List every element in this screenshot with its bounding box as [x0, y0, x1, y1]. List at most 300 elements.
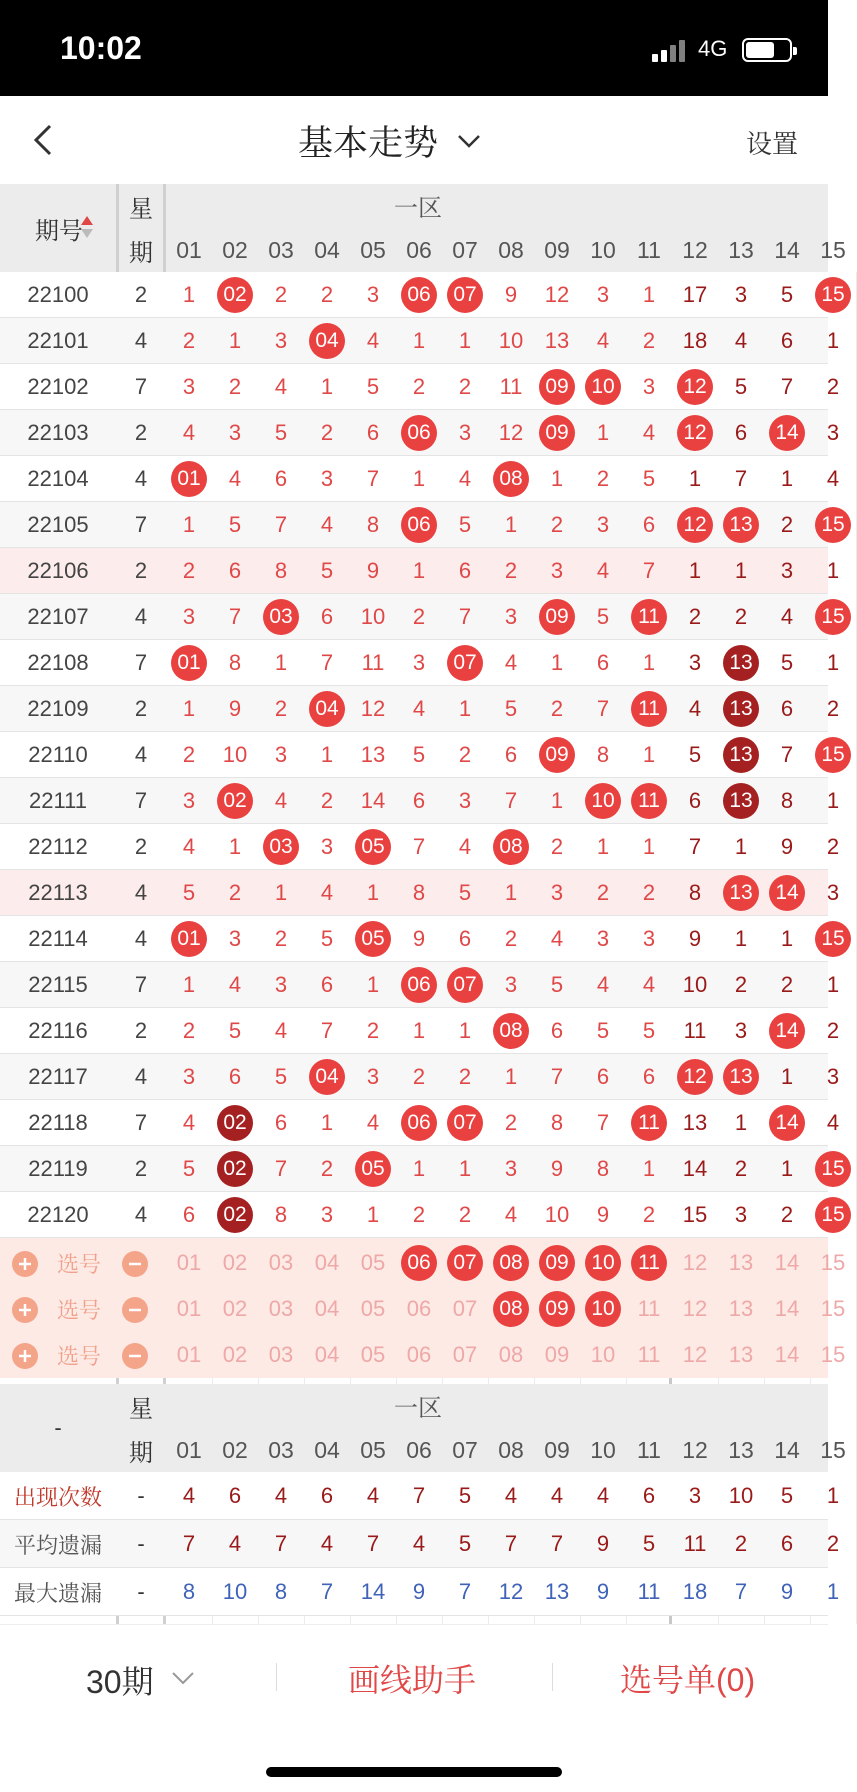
number-ball[interactable]: 15: [815, 277, 851, 313]
selector-number[interactable]: 06: [406, 1296, 432, 1321]
stats-value: 6: [320, 1483, 334, 1508]
number-ball[interactable]: 02: [217, 277, 253, 313]
miss-count: 7: [642, 558, 656, 583]
selector-number[interactable]: 04: [314, 1250, 340, 1275]
issue-number: 22101: [27, 328, 89, 353]
number-ball[interactable]: 08: [493, 461, 529, 497]
number-ball[interactable]: 04: [309, 1059, 345, 1095]
draw-helper-button[interactable]: 画线助手: [348, 1662, 477, 1698]
miss-count: 1: [412, 558, 426, 583]
number-ball[interactable]: 08: [493, 829, 529, 865]
selected-ball[interactable]: 10: [585, 1245, 621, 1281]
miss-count: 7: [366, 466, 380, 491]
number-ball[interactable]: 13: [723, 783, 759, 819]
number-ball[interactable]: 13: [723, 875, 759, 911]
number-ball[interactable]: 13: [723, 691, 759, 727]
number-ball[interactable]: 08: [493, 1013, 529, 1049]
miss-count: 11: [361, 650, 385, 675]
weekday: 7: [134, 788, 148, 813]
miss-count: 7: [734, 466, 748, 491]
stats-value: 10: [222, 1579, 248, 1604]
issue-number: 22120: [27, 1202, 89, 1227]
miss-count: 3: [826, 420, 840, 445]
stats-value: 4: [274, 1483, 288, 1508]
number-ball[interactable]: 14: [769, 1105, 805, 1141]
miss-count: 7: [458, 604, 472, 629]
selector-number[interactable]: 01: [176, 1250, 202, 1275]
issue-number: 22108: [27, 650, 89, 675]
minus-icon[interactable]: [122, 1297, 148, 1323]
issue-number: 22118: [28, 1110, 88, 1135]
miss-count: 1: [228, 328, 242, 353]
miss-count: 3: [274, 328, 288, 353]
miss-count: 2: [274, 282, 288, 307]
miss-count: 2: [826, 696, 840, 721]
miss-count: 3: [550, 880, 564, 905]
miss-count: 4: [228, 972, 242, 997]
stats-value: 9: [596, 1579, 610, 1604]
selector-number[interactable]: 08: [498, 1342, 524, 1367]
miss-count: 2: [182, 742, 196, 767]
miss-count: 2: [734, 604, 748, 629]
stats-dash: -: [137, 1579, 145, 1604]
miss-count: 2: [320, 1156, 334, 1181]
miss-count: 7: [320, 1018, 334, 1043]
miss-count: 2: [826, 374, 840, 399]
miss-count: 3: [182, 1064, 196, 1089]
weekday: 4: [134, 926, 148, 951]
number-ball[interactable]: 04: [309, 691, 345, 727]
selected-ball[interactable]: 10: [585, 1291, 621, 1327]
plus-icon[interactable]: [12, 1251, 38, 1277]
signal-icon: [652, 40, 690, 62]
miss-count: 7: [274, 512, 288, 537]
weekday-header: 星: [129, 1395, 153, 1423]
selector-label[interactable]: 选号: [56, 1251, 101, 1277]
selector-number[interactable]: 06: [406, 1342, 432, 1367]
selector-number[interactable]: 11: [637, 1342, 661, 1367]
number-ball[interactable]: 06: [401, 415, 437, 451]
number-ball[interactable]: 05: [355, 829, 391, 865]
stats-value: 4: [320, 1531, 334, 1556]
miss-count: 3: [320, 834, 334, 859]
miss-count: 2: [826, 1018, 840, 1043]
miss-count: 2: [412, 1064, 426, 1089]
selector-number[interactable]: 01: [176, 1342, 202, 1367]
miss-count: 3: [366, 282, 380, 307]
miss-count: 9: [228, 696, 242, 721]
number-ball[interactable]: 11: [631, 599, 667, 635]
number-ball[interactable]: 14: [769, 875, 805, 911]
trend-grid: [0, 184, 846, 1624]
miss-count: 9: [550, 1156, 564, 1181]
issue-number: 22102: [27, 374, 89, 399]
selected-ball[interactable]: 09: [539, 1245, 575, 1281]
stats-dash: -: [54, 1415, 62, 1440]
column-header: 15: [820, 236, 846, 263]
selector-number[interactable]: 12: [682, 1296, 708, 1321]
miss-count: 2: [412, 1202, 426, 1227]
stats-value: 8: [182, 1579, 196, 1604]
number-ball[interactable]: 09: [539, 599, 575, 635]
stats-value: 11: [683, 1531, 707, 1556]
number-ball[interactable]: 10: [585, 369, 621, 405]
stats-value: 2: [734, 1531, 748, 1556]
miss-count: 12: [544, 282, 570, 307]
miss-count: 1: [274, 880, 288, 905]
stats-value: 7: [412, 1483, 426, 1508]
weekday: 7: [134, 650, 148, 675]
column-header: 11: [637, 1436, 661, 1463]
number-ball[interactable]: 02: [217, 1197, 253, 1233]
selector-number[interactable]: 03: [268, 1296, 294, 1321]
miss-count: 6: [504, 742, 518, 767]
miss-count: 1: [320, 374, 334, 399]
miss-count: 1: [642, 834, 656, 859]
number-ball[interactable]: 12: [677, 369, 713, 405]
miss-count: 2: [550, 834, 564, 859]
selector-number[interactable]: 15: [820, 1296, 846, 1321]
miss-count: 1: [320, 1110, 334, 1135]
number-ball[interactable]: 09: [539, 415, 575, 451]
chevron-down-icon[interactable]: [170, 1665, 196, 1691]
miss-count: 6: [458, 558, 472, 583]
miss-count: 5: [274, 1064, 288, 1089]
number-ball[interactable]: 12: [677, 507, 713, 543]
stats-value: 4: [550, 1483, 564, 1508]
number-ball[interactable]: 15: [815, 737, 851, 773]
miss-count: 1: [458, 328, 472, 353]
column-header: 03: [268, 236, 294, 263]
selector-number[interactable]: 02: [222, 1296, 248, 1321]
miss-count: 4: [642, 420, 656, 445]
number-ball[interactable]: 03: [263, 829, 299, 865]
number-ball[interactable]: 06: [401, 967, 437, 1003]
miss-count: 3: [826, 1064, 840, 1089]
miss-count: 2: [228, 880, 242, 905]
stats-value: 4: [504, 1483, 518, 1508]
stats-value: 5: [642, 1531, 656, 1556]
miss-count: 8: [688, 880, 702, 905]
number-ball[interactable]: 11: [631, 1105, 667, 1141]
stats-value: 10: [728, 1483, 754, 1508]
miss-count: 4: [734, 328, 748, 353]
number-ball[interactable]: 14: [769, 1013, 805, 1049]
number-ball[interactable]: 03: [263, 599, 299, 635]
selector-number[interactable]: 03: [268, 1250, 294, 1275]
issue-header[interactable]: 期号: [35, 217, 83, 245]
miss-count: 2: [826, 834, 840, 859]
number-ball[interactable]: 09: [539, 369, 575, 405]
pick-list-button[interactable]: 选号单(0): [620, 1662, 756, 1698]
miss-count: 7: [412, 834, 426, 859]
selector-label[interactable]: 选号: [56, 1343, 101, 1369]
weekday: 2: [134, 282, 148, 307]
selector-number[interactable]: 03: [268, 1342, 294, 1367]
miss-count: 3: [182, 374, 196, 399]
plus-icon[interactable]: [12, 1343, 38, 1369]
miss-count: 1: [504, 880, 518, 905]
selector-number[interactable]: 05: [360, 1296, 386, 1321]
weekday: 4: [134, 604, 148, 629]
column-header: 10: [590, 236, 616, 263]
column-header: 02: [222, 236, 248, 263]
miss-count: 1: [826, 972, 840, 997]
selector-label[interactable]: 选号: [56, 1297, 101, 1323]
selector-number[interactable]: 09: [544, 1342, 570, 1367]
selector-number[interactable]: 13: [728, 1342, 754, 1367]
weekday: 4: [134, 880, 148, 905]
miss-count: 6: [734, 420, 748, 445]
miss-count: 3: [734, 1202, 748, 1227]
stats-dash: -: [137, 1531, 145, 1556]
number-ball[interactable]: 12: [677, 415, 713, 451]
period-selector[interactable]: 30期: [86, 1664, 154, 1700]
number-ball[interactable]: 07: [447, 1105, 483, 1141]
miss-count: 8: [366, 512, 380, 537]
selector-number[interactable]: 04: [314, 1342, 340, 1367]
page-title[interactable]: 基本走势: [298, 124, 439, 163]
miss-count: 5: [688, 742, 702, 767]
miss-count: 8: [274, 558, 288, 583]
number-ball[interactable]: 12: [677, 1059, 713, 1095]
miss-count: 14: [360, 788, 386, 813]
stats-value: 4: [366, 1483, 380, 1508]
miss-count: 3: [596, 282, 610, 307]
minus-icon[interactable]: [122, 1251, 148, 1277]
miss-count: 4: [182, 420, 196, 445]
miss-count: 7: [504, 788, 518, 813]
miss-count: 1: [642, 742, 656, 767]
number-ball[interactable]: 15: [815, 599, 851, 635]
number-ball[interactable]: 05: [355, 921, 391, 957]
number-ball[interactable]: 07: [447, 967, 483, 1003]
selector-number[interactable]: 13: [728, 1296, 754, 1321]
selector-number[interactable]: 07: [452, 1342, 478, 1367]
number-ball[interactable]: 13: [723, 645, 759, 681]
miss-count: 5: [550, 972, 564, 997]
miss-count: 6: [688, 788, 702, 813]
miss-count: 3: [550, 558, 564, 583]
miss-count: 3: [274, 742, 288, 767]
divider: [276, 1663, 277, 1691]
stats-value: 6: [642, 1483, 656, 1508]
weekday: 2: [134, 834, 148, 859]
miss-count: 2: [688, 604, 702, 629]
selector-number[interactable]: 05: [360, 1342, 386, 1367]
miss-count: 1: [366, 972, 380, 997]
column-header: 09: [544, 236, 570, 263]
number-ball[interactable]: 11: [631, 783, 667, 819]
number-ball[interactable]: 06: [401, 507, 437, 543]
number-ball[interactable]: 06: [401, 277, 437, 313]
miss-count: 2: [780, 1202, 794, 1227]
number-ball[interactable]: 15: [815, 921, 851, 957]
column-header: 01: [176, 1436, 202, 1463]
column-header: 15: [820, 1436, 846, 1463]
miss-count: 12: [360, 696, 386, 721]
selector-number[interactable]: 12: [682, 1250, 708, 1275]
miss-count: 1: [274, 650, 288, 675]
miss-count: 2: [320, 788, 334, 813]
weekday: 2: [134, 1018, 148, 1043]
number-ball[interactable]: 15: [815, 1151, 851, 1187]
selector-number[interactable]: 14: [774, 1342, 800, 1367]
miss-count: 7: [274, 1156, 288, 1181]
miss-count: 2: [504, 1110, 518, 1135]
number-ball[interactable]: 13: [723, 507, 759, 543]
number-ball[interactable]: 11: [631, 691, 667, 727]
selected-ball[interactable]: 08: [493, 1245, 529, 1281]
issue-number: 22114: [28, 926, 88, 951]
miss-count: 5: [780, 650, 794, 675]
status-bar: [0, 0, 828, 96]
number-ball[interactable]: 13: [723, 1059, 759, 1095]
miss-count: 6: [182, 1202, 196, 1227]
chevron-down-icon[interactable]: [456, 128, 482, 154]
selector-number[interactable]: 10: [590, 1342, 616, 1367]
number-ball[interactable]: 14: [769, 415, 805, 451]
miss-count: 6: [596, 650, 610, 675]
miss-count: 7: [780, 374, 794, 399]
miss-count: 13: [682, 1110, 708, 1135]
number-ball[interactable]: 10: [585, 783, 621, 819]
column-header: 07: [452, 236, 478, 263]
miss-count: 4: [504, 650, 518, 675]
selector-number[interactable]: 15: [820, 1250, 846, 1275]
minus-icon[interactable]: [122, 1343, 148, 1369]
selector-number[interactable]: 14: [774, 1250, 800, 1275]
stats-dash: -: [137, 1483, 145, 1508]
issue-number: 22109: [27, 696, 89, 721]
selector-number[interactable]: 11: [637, 1296, 661, 1321]
weekday-header: 期: [129, 239, 153, 267]
column-header: 14: [774, 1436, 800, 1463]
miss-count: 5: [228, 512, 242, 537]
back-chevron-icon[interactable]: [26, 120, 66, 160]
miss-count: 1: [688, 558, 702, 583]
miss-count: 10: [682, 972, 708, 997]
miss-count: 1: [596, 834, 610, 859]
weekday: 4: [134, 328, 148, 353]
selector-number[interactable]: 12: [682, 1342, 708, 1367]
issue-number: 22111: [29, 788, 87, 813]
number-ball[interactable]: 15: [815, 1197, 851, 1233]
divider: [552, 1663, 553, 1691]
miss-count: 5: [458, 880, 472, 905]
number-ball[interactable]: 02: [217, 1105, 253, 1141]
miss-count: 3: [734, 282, 748, 307]
selected-ball[interactable]: 11: [631, 1245, 667, 1281]
miss-count: 1: [228, 834, 242, 859]
selected-ball[interactable]: 06: [401, 1245, 437, 1281]
number-ball[interactable]: 04: [309, 323, 345, 359]
number-ball[interactable]: 06: [401, 1105, 437, 1141]
settings-button[interactable]: 设置: [746, 129, 799, 159]
stats-value: 1: [826, 1483, 840, 1508]
number-ball[interactable]: 07: [447, 645, 483, 681]
weekday-header: 星: [129, 195, 153, 223]
number-ball[interactable]: 07: [447, 277, 483, 313]
weekday: 2: [134, 696, 148, 721]
miss-count: 1: [412, 1156, 426, 1181]
number-ball[interactable]: 13: [723, 737, 759, 773]
miss-count: 8: [228, 650, 242, 675]
miss-count: 5: [642, 466, 656, 491]
miss-count: 4: [596, 328, 610, 353]
stats-value: 2: [826, 1531, 840, 1556]
number-ball[interactable]: 01: [171, 645, 207, 681]
miss-count: 2: [182, 328, 196, 353]
stats-value: 9: [596, 1531, 610, 1556]
miss-count: 1: [780, 1156, 794, 1181]
miss-count: 2: [504, 926, 518, 951]
nav-bar: [0, 96, 828, 184]
miss-count: 2: [550, 696, 564, 721]
sort-arrows-icon[interactable]: [80, 214, 94, 240]
selector-number[interactable]: 04: [314, 1296, 340, 1321]
selector-number[interactable]: 14: [774, 1296, 800, 1321]
miss-count: 1: [550, 788, 564, 813]
issue-number: 22112: [28, 834, 88, 859]
miss-count: 1: [182, 512, 196, 537]
miss-count: 1: [642, 650, 656, 675]
miss-count: 4: [826, 466, 840, 491]
selector-number[interactable]: 02: [222, 1250, 248, 1275]
selector-number[interactable]: 13: [728, 1250, 754, 1275]
number-ball[interactable]: 09: [539, 737, 575, 773]
stats-value: 4: [228, 1531, 242, 1556]
miss-count: 3: [734, 1018, 748, 1043]
number-ball[interactable]: 01: [171, 461, 207, 497]
miss-count: 5: [182, 880, 196, 905]
number-ball[interactable]: 05: [355, 1151, 391, 1187]
column-header: 10: [590, 1436, 616, 1463]
miss-count: 1: [182, 972, 196, 997]
stats-value: 7: [366, 1531, 380, 1556]
miss-count: 9: [596, 1202, 610, 1227]
selected-ball[interactable]: 07: [447, 1245, 483, 1281]
miss-count: 6: [780, 328, 794, 353]
stats-value: 1: [826, 1579, 840, 1604]
selector-number[interactable]: 15: [820, 1342, 846, 1367]
number-ball[interactable]: 02: [217, 1151, 253, 1187]
selected-ball[interactable]: 08: [493, 1291, 529, 1327]
miss-count: 8: [596, 742, 610, 767]
miss-count: 4: [274, 374, 288, 399]
selector-number[interactable]: 07: [452, 1296, 478, 1321]
number-ball[interactable]: 02: [217, 783, 253, 819]
miss-count: 2: [642, 1202, 656, 1227]
miss-count: 1: [550, 466, 564, 491]
plus-icon[interactable]: [12, 1297, 38, 1323]
miss-count: 1: [320, 742, 334, 767]
miss-count: 18: [682, 328, 708, 353]
selector-number[interactable]: 01: [176, 1296, 202, 1321]
stats-value: 12: [498, 1579, 524, 1604]
number-ball[interactable]: 15: [815, 507, 851, 543]
miss-count: 3: [228, 420, 242, 445]
weekday-header: 期: [129, 1439, 153, 1467]
number-ball[interactable]: 01: [171, 921, 207, 957]
miss-count: 6: [596, 1064, 610, 1089]
selector-number[interactable]: 05: [360, 1250, 386, 1275]
selected-ball[interactable]: 09: [539, 1291, 575, 1327]
selector-number[interactable]: 02: [222, 1342, 248, 1367]
miss-count: 2: [182, 1018, 196, 1043]
miss-count: 9: [688, 926, 702, 951]
miss-count: 2: [182, 558, 196, 583]
